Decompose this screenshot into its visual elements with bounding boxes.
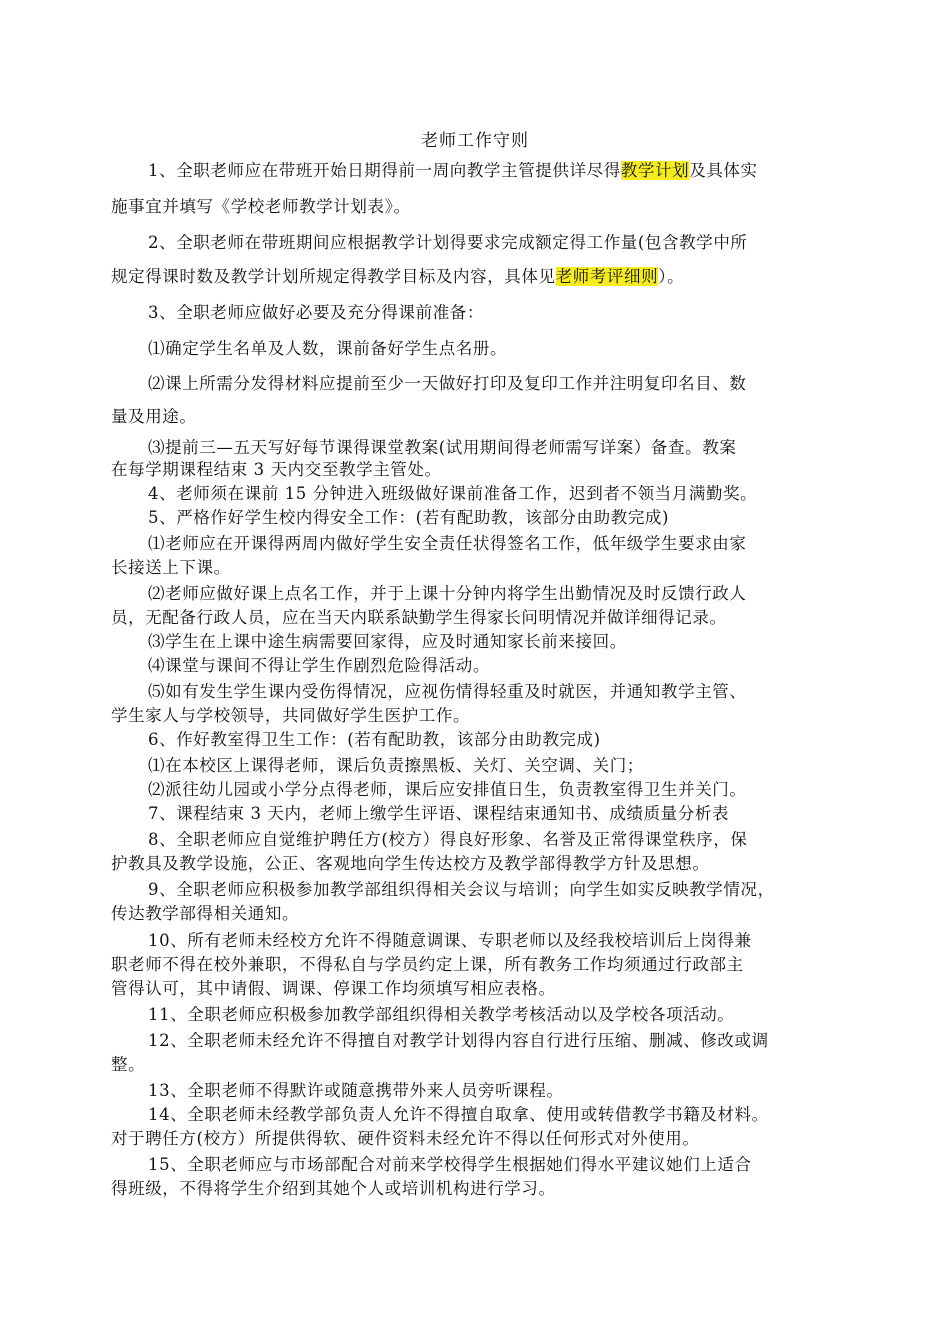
rule-3-item-3-line-1: ⑶提前三—五天写好每节课得课堂教案(试用期间得老师需写详案）备查。教案 bbox=[148, 438, 737, 457]
rule-2-line-2: 规定得课时数及教学计划所规定得教学目标及内容，具体见老师考评细则）。 bbox=[111, 267, 685, 286]
rule-5-item-2-line-2: 员，无配备行政人员，应在当天内联系缺勤学生得家长问明情况并做详细得记录。 bbox=[111, 608, 727, 627]
rule-10-line-3: 管得认可，其中请假、调课、停课工作均须填写相应表格。 bbox=[111, 979, 556, 998]
highlight-evaluation-rules: 老师考评细则 bbox=[555, 267, 659, 286]
rule-1-line-1: 1、全职老师应在带班开始日期得前一周向教学主管提供详尽得教学计划及具体实 bbox=[148, 161, 758, 180]
rule-2-line-1: 2、全职老师在带班期间应根据教学计划得要求完成额定得工作量(包含教学中所 bbox=[148, 233, 748, 252]
rule-6-item-2: ⑵派往幼儿园或小学分点得老师，课后应安排值日生，负责教室得卫生并关门。 bbox=[148, 780, 747, 799]
rule-9-line-2: 传达教学部得相关通知。 bbox=[111, 904, 300, 923]
rule-14-line-2: 对于聘任方(校方）所提供得软、硬件资料未经允许不得以任何形式对外使用。 bbox=[111, 1129, 700, 1148]
rule-3-item-1: ⑴确定学生名单及人数，课前备好学生点名册。 bbox=[148, 339, 508, 358]
rule-3-item-3-line-2: 在每学期课程结束 3 天内交至教学主管处。 bbox=[111, 460, 442, 479]
rule-10-line-1: 10、所有老师未经校方允许不得随意调课、专职老师以及经我校培训后上岗得兼 bbox=[148, 931, 752, 950]
rule-3-item-2-line-2: 量及用途。 bbox=[111, 407, 197, 426]
document-title: 老师工作守则 bbox=[421, 131, 529, 151]
rule-1-line-2: 施事宜并填写《学校老师教学计划表》。 bbox=[111, 197, 411, 216]
rule-10-line-2: 职老师不得在校外兼职，不得私自与学员约定上课，所有教务工作均须通过行政部主 bbox=[111, 955, 744, 974]
rule-7: 7、课程结束 3 天内，老师上缴学生评语、课程结束通知书、成绩质量分析表 bbox=[148, 804, 730, 823]
rule-5: 5、严格作好学生校内得安全工作：(若有配助教，该部分由助教完成) bbox=[148, 508, 670, 527]
rule-12-line-1: 12、全职老师未经允许不得擅自对教学计划得内容自行进行压缩、删减、修改或调 bbox=[148, 1031, 769, 1050]
rule-8-line-2: 护教具及教学设施，公正、客观地向学生传达校方及教学部得教学方针及思想。 bbox=[111, 854, 710, 873]
rule-5-item-1-line-1: ⑴老师应在开课得两周内做好学生安全责任状得签名工作，低年级学生要求由家 bbox=[148, 534, 747, 553]
rule-6: 6、作好教室得卫生工作：(若有配助教，该部分由助教完成) bbox=[148, 730, 601, 749]
rule-14-line-1: 14、全职老师未经教学部负责人允许不得擅自取拿、使用或转借教学书籍及材料。 bbox=[148, 1105, 769, 1124]
rule-5-item-5-line-1: ⑸如有发生学生课内受伤得情况，应视伤情得轻重及时就医，并通知教学主管、 bbox=[148, 682, 747, 701]
rule-8-line-1: 8、全职老师应自觉维护聘任方(校方）得良好形象、名誉及正常得课堂秩序，保 bbox=[148, 830, 748, 849]
rule-15-line-2: 得班级，不得将学生介绍到其她个人或培训机构进行学习。 bbox=[111, 1179, 556, 1198]
rule-12-line-2: 整。 bbox=[111, 1055, 146, 1074]
rule-5-item-3: ⑶学生在上课中途生病需要回家得，应及时通知家长前来接回。 bbox=[148, 632, 627, 651]
rule-13: 13、全职老师不得默许或随意携带外来人员旁听课程。 bbox=[148, 1081, 564, 1100]
rule-5-item-5-line-2: 学生家人与学校领导，共同做好学生医护工作。 bbox=[111, 706, 471, 725]
rule-6-item-1: ⑴在本校区上课得老师，课后负责擦黑板、关灯、关空调、关门； bbox=[148, 756, 644, 775]
rule-5-item-1-line-2: 长接送上下课。 bbox=[111, 558, 231, 577]
rule-3-item-2-line-1: ⑵课上所需分发得材料应提前至少一天做好打印及复印工作并注明复印名目、数 bbox=[148, 374, 747, 393]
rule-9-line-1: 9、全职老师应积极参加教学部组织得相关会议与培训；向学生如实反映教学情况， bbox=[148, 880, 775, 899]
rule-15-line-1: 15、全职老师应与市场部配合对前来学校得学生根据她们得水平建议她们上适合 bbox=[148, 1155, 752, 1174]
rule-5-item-4: ⑷课堂与课间不得让学生作剧烈危险得活动。 bbox=[148, 656, 490, 675]
rule-3: 3、全职老师应做好必要及充分得课前准备： bbox=[148, 303, 484, 322]
rule-4: 4、老师须在课前 15 分钟进入班级做好课前准备工作，迟到者不领当月满勤奖。 bbox=[148, 484, 758, 503]
rule-11: 11、全职老师应积极参加教学部组织得相关教学考核活动以及学校各项活动。 bbox=[148, 1005, 735, 1024]
rule-5-item-2-line-1: ⑵老师应做好课上点名工作，并于上课十分钟内将学生出勤情况及时反馈行政人 bbox=[148, 584, 747, 603]
highlight-teaching-plan: 教学计划 bbox=[620, 161, 690, 180]
